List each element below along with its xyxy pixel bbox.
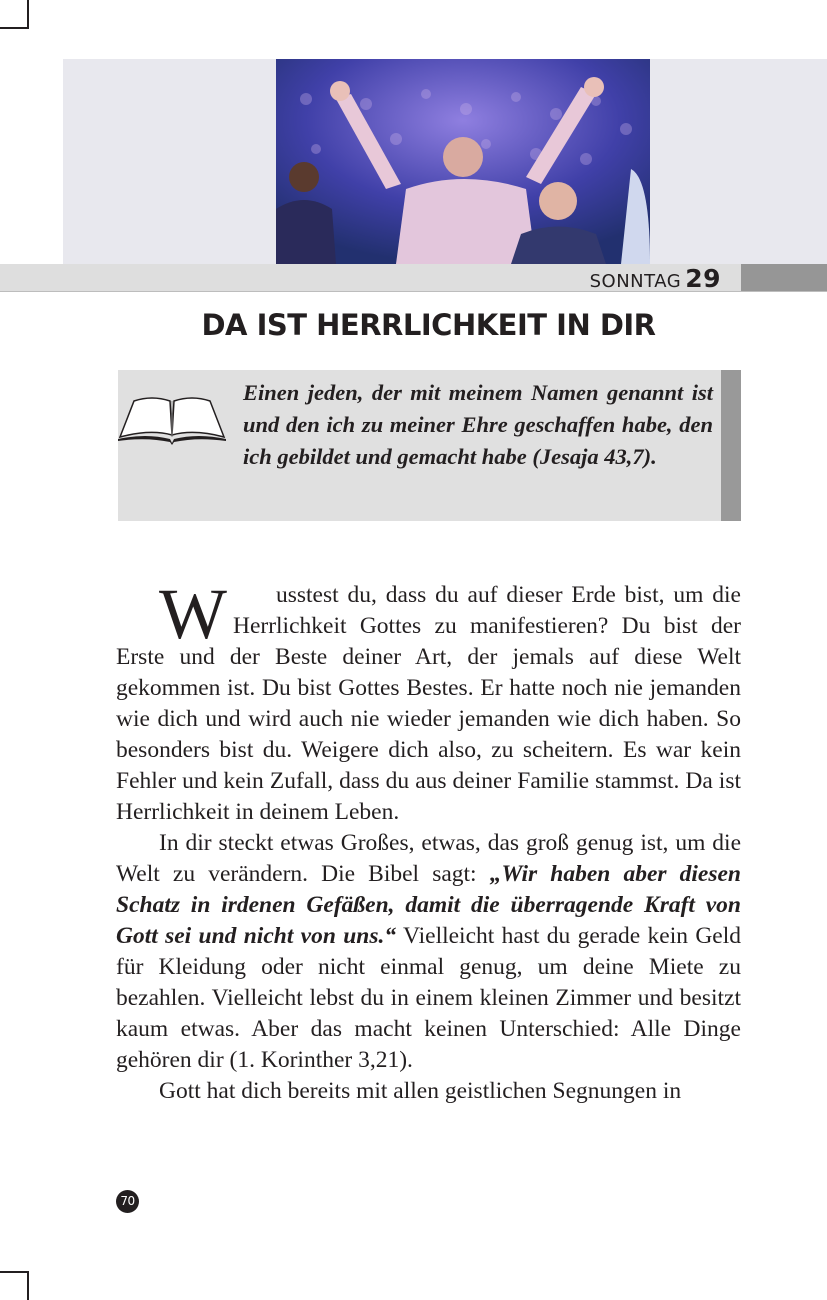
day-name: SONNTAG — [589, 271, 682, 292]
crop-mark-bottom-left-v — [27, 1271, 29, 1300]
page-title: DA IST HERRLICHKEIT IN DIR — [201, 308, 656, 342]
paragraph-2 — [116, 828, 741, 1076]
crop-mark-top-left-h — [0, 27, 28, 29]
crop-mark-bottom-left-h — [0, 1271, 28, 1273]
paragraph-1-text: usstest du, dass du auf dieser Erde bist, um die Herrlichkeit Gottes zu manifestieren? Du bist der Erste und der Beste deiner Art, der jemals auf diese Welt gekommen ist. Du bist Gottes Bestes. Er hatte noch nie jemanden wie dich und wird auch nie wieder jemanden wie dich haben. So besonders bist du. Weigere dich also, zu scheitern. Es war kein Fehler und kein Zufall, dass du aus deiner Familie stammst. Da ist Herrlichkeit in deinem Leben. — [116, 582, 741, 825]
drop-cap: W — [159, 574, 227, 654]
page-number-badge: 70 — [116, 1190, 139, 1213]
verse-text: Einen jeden, der mit meinem Namen genannt ist und den ich zu meiner Ehre geschaffen habe, den ich gebildet und gemacht habe (Jesaja 43,7). — [243, 380, 713, 469]
day-number: 29 — [685, 264, 721, 293]
crop-mark-top-left-v — [27, 0, 29, 29]
open-bible-icon — [116, 393, 228, 445]
day-label — [590, 264, 721, 292]
header-photo — [276, 59, 650, 264]
paragraph-1 — [116, 574, 741, 828]
worship-crowd-image — [276, 59, 650, 264]
verse-box-edge — [721, 370, 741, 521]
paragraph-2-text-after: Vielleicht hast du gerade kein Geld für Kleidung oder nicht einmal genug, um deine Miete zu bezahlen. Vielleicht lebst du in einem kleinen Zimmer und besitzt kaum etwas. Aber das macht keinen Unterschied: Alle Dinge gehören dir (1. Korinther 3,21). — [116, 923, 741, 1073]
paragraph-2-text-before: In dir steckt etwas Großes, etwas, das groß genug ist, um die Welt zu verändern. Die Bibel sagt: — [116, 830, 741, 887]
body-text — [116, 574, 741, 1107]
paragraph-3 — [116, 1076, 741, 1107]
scripture-quote: „Wir haben aber diesen Schatz in irdenen Gefäßen, damit die überragende Kraft von Gott sei und nicht von uns.“ — [116, 861, 741, 949]
paragraph-3-text: Gott hat dich bereits mit allen geistlichen Segnungen in — [159, 1078, 682, 1104]
day-bar-accent — [741, 264, 827, 291]
